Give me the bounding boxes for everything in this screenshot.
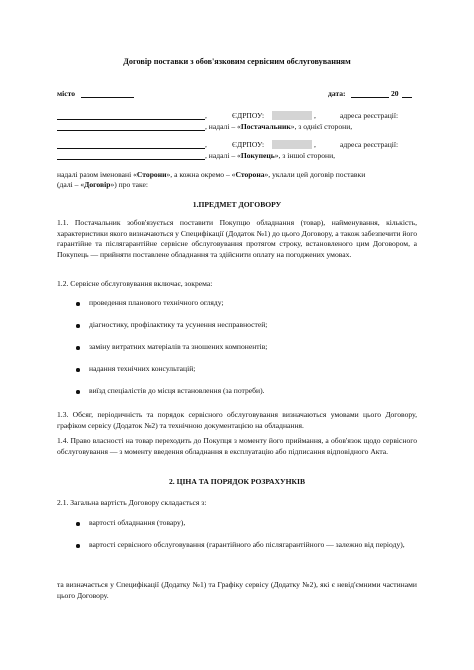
bullet-dot: [76, 522, 80, 526]
preamble-line-2: (далі – «Договір») про таке:: [57, 180, 148, 189]
party1-role-line: , надалі – «Постачальник», з однієї сторони,: [205, 122, 353, 131]
bullet1-item-2: діагностику, профілактику та усунення несправностей;: [89, 320, 268, 329]
clause-1-2: 1.2. Сервісне обслуговування включає, зокрема:: [57, 279, 213, 288]
bullet2-item-1: вартості обладнання (товару),: [89, 518, 186, 527]
bullet-dot: [76, 302, 80, 306]
bullet-dot: [76, 324, 80, 328]
clause-2-1: 2.1. Загальна вартість Договору складається з:: [57, 498, 207, 507]
date-year: 20: [391, 89, 399, 98]
document-page: Договір поставки з обов'язковим сервісним обслуговуванням місто дата: 20 , ЄДРПОУ: , адреса реєстрації: , надалі – «Постачальник», з однієї сторони, , ЄДРПОУ: , адреса реєстрації: , надалі – «Покупець», з іншої сторони, надалі разом іменовані «Сторони», а кожна окремо – «Сторона», уклали цей договір поставки (далі – «Договір») про таке: 1.ПРЕДМЕТ ДОГОВОРУ 1.1. Постачальник зобов'язується поставити Покупцю обладнання (товар), найменування, кількість, характеристики якого визначаються у Специфікації (Додаток №1) до цього Договору, а також забезпечити його гарантійне та післягарантійне сервісне обслуговування протягом строку, встановленого цим Договором, а Покупець — прийняти поставлене обладнання та здійснити оплату на погоджених умовах. 1.2. Сервісне обслуговування включає, зокрема: проведення планового технічного огляду; діагностику, профілактику та усунення несправностей; заміну витратних матеріалів та зношених компонентів; надання технічних консультацій; виїзд спеціалістів до місця встановлення (за потреби). 1.3. Обсяг, періодичність та порядок сервісного обслуговування визначаються умовами цього Договору, графіком сервісу (Додаток №2) та технічною документацією на обладнання. 1.4. Право власності на товар переходить до Покупця з моменту його приймання, а обов'язок щодо сервісного обслуговування — з моменту введення обладнання в експлуатацію або підписання відповідного Акта. 2. ЦІНА ТА ПОРЯДОК РОЗРАХУНКІВ 2.1. Загальна вартість Договору складається з: вартості обладнання (товару), вартості сервісного обслуговування (гарантійного або післягарантійного — залежно від періоду), та визначається у Специфікації (Додатку №1) та Графіку сервісу (Додатку №2), які є невід'ємними частинами цього Договору.: [0, 0, 474, 670]
bullet1-item-5: виїзд спеціалістів до місця встановлення (за потреби).: [89, 386, 265, 395]
party1-name-blank-1[interactable]: [57, 119, 205, 120]
section2-heading: 2. ЦІНА ТА ПОРЯДОК РОЗРАХУНКІВ: [168, 477, 306, 486]
preamble-line-1: надалі разом іменовані «Сторони», а кожна окремо – «Сторона», уклали цей договір поставки: [57, 170, 366, 179]
party2-edrpou-label: ЄДРПОУ:: [232, 140, 265, 149]
party1-edrpou-label: ЄДРПОУ:: [232, 111, 265, 120]
party2-name-blank-1[interactable]: [57, 148, 205, 149]
city-blank[interactable]: [81, 97, 134, 98]
bullet1-item-1: проведення планового технічного огляду;: [89, 298, 224, 307]
bullet1-item-3: заміну витратних матеріалів та зношених компонентів;: [89, 342, 268, 351]
section1-heading: 1.ПРЕДМЕТ ДОГОВОРУ: [192, 200, 282, 209]
bullet1-item-4: надання технічних консультацій;: [89, 364, 196, 373]
clause-1-4: 1.4. Право власності на товар переходить до Покупця з моменту його приймання, а обов'язок щодо сервісного обслуговування — з моменту введення обладнання в експлуатацію або підписання відповідного Акта.: [57, 436, 417, 456]
city-label: місто: [57, 89, 76, 98]
bullet-dot: [76, 544, 80, 548]
bullet-dot: [76, 368, 80, 372]
party1-edrpou-field[interactable]: [272, 111, 312, 120]
date-blank[interactable]: [351, 97, 389, 98]
party2-edrpou-field[interactable]: [272, 140, 312, 149]
year-blank[interactable]: [402, 97, 412, 98]
clause-1-1: 1.1. Постачальник зобов'язується поставити Покупцю обладнання (товар), найменування, кількість, характеристики якого визначаються у Специфікації (Додаток №1) до цього Договору, а також забезпечити його гарантійне та післягарантійне сервісне обслуговування протягом строку, встановленого цим Договором, а Покупець — прийняти поставлене обладнання та здійснити оплату на погоджених умовах.: [57, 218, 417, 259]
bullet-dot: [76, 390, 80, 394]
party1-name-blank-2[interactable]: [57, 130, 205, 131]
document-title: Договір поставки з обов'язковим сервісним обслуговуванням: [123, 57, 351, 66]
clause-2-1-tail: та визначається у Специфікації (Додатку №1) та Графіку сервісу (Додатку №2), які є невід'ємними частинами цього Договору.: [57, 580, 417, 600]
bullet2-item-2: вартості сервісного обслуговування (гарантійного або післягарантійного — залежно від періоду),: [89, 540, 405, 549]
party2-name-blank-2[interactable]: [57, 159, 205, 160]
party2-address-label: адреса реєстрації:: [340, 140, 399, 149]
bullet-dot: [76, 346, 80, 350]
party2-role-line: , надалі – «Покупець», з іншої сторони,: [205, 151, 336, 160]
date-label: дата:: [328, 89, 346, 98]
party1-address-label: адреса реєстрації:: [340, 111, 399, 120]
clause-1-3: 1.3. Обсяг, періодичність та порядок сервісного обслуговування визначаються умовами цього Договору, графіком сервісу (Додаток №2) та технічною документацією на обладнання.: [57, 410, 417, 430]
